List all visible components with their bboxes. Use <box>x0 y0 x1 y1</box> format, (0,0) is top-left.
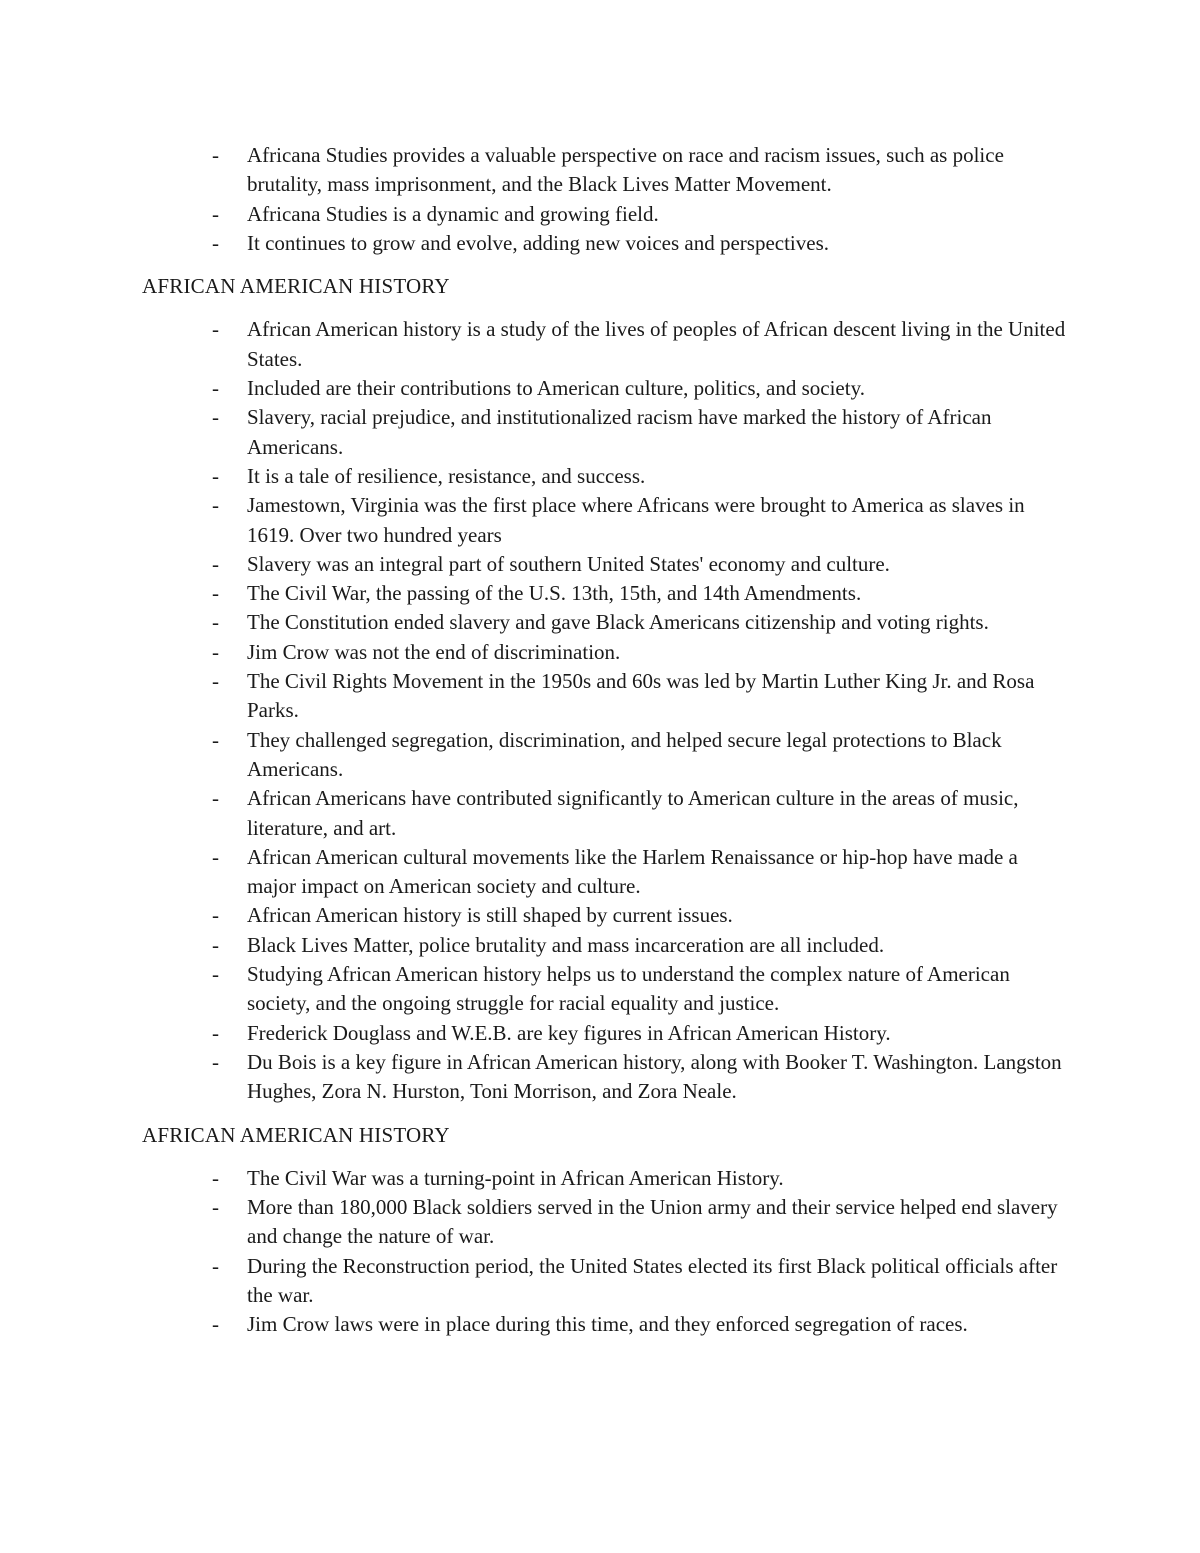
list-item-text: African American cultural movements like the Harlem Renaissance or hip-hop have made a major impact on American society and culture. <box>247 844 1018 899</box>
list-item <box>142 1164 1072 1193</box>
bullet-dash: - <box>212 376 219 401</box>
bullet-dash: - <box>212 143 219 167</box>
list-item-text: It is a tale of resilience, resistance, and success. <box>247 463 646 488</box>
list-item-text: African Americans have contributed significantly to American culture in the areas of music, literature, and art. <box>247 786 1019 840</box>
bullet-dash: - <box>212 405 219 430</box>
bullet-dash: - <box>212 1165 219 1190</box>
list-item-text: The Civil Rights Movement in the 1950s and 60s was led by Martin Luther King Jr. and Rosa Parks. <box>247 669 1035 723</box>
list-item <box>142 1310 1072 1339</box>
bullet-dash: - <box>212 932 219 957</box>
list-item <box>142 1252 1072 1311</box>
section-heading: AFRICAN AMERICAN HISTORY <box>142 274 450 299</box>
section-1-bullet-list <box>142 315 1072 1106</box>
list-item <box>142 200 1072 229</box>
list-item-text: Africana Studies provides a valuable perspective on race and racism issues, such as police brutality, mass imprisonment, and the Black Lives Matter Movement. <box>247 143 1004 197</box>
list-item-text: Black Lives Matter, police brutality and mass incarceration are all included. <box>247 932 885 957</box>
list-item-text: Included are their contributions to American culture, politics, and society. <box>247 376 865 401</box>
bullet-dash: - <box>212 201 219 226</box>
list-item <box>142 931 1072 960</box>
list-item-text: More than 180,000 Black soldiers served in the Union army and their service helped end slavery and change the nature of war. <box>247 1195 1058 1249</box>
list-item-text: African American history is a study of the lives of peoples of African descent living in the United States. <box>247 317 1066 371</box>
list-item <box>142 1193 1072 1252</box>
bullet-dash: - <box>212 317 219 342</box>
bullet-dash: - <box>212 581 219 606</box>
list-item <box>142 608 1072 637</box>
intro-bullet-list <box>142 141 1072 258</box>
list-item-text: Jim Crow was not the end of discrimination. <box>247 639 621 664</box>
section-heading: AFRICAN AMERICAN HISTORY <box>142 1122 450 1147</box>
list-item <box>142 960 1072 1019</box>
list-item <box>142 638 1072 667</box>
list-item-text: Jim Crow laws were in place during this time, and they enforced segregation of races. <box>247 1312 968 1337</box>
bullet-dash: - <box>212 493 219 518</box>
bullet-dash: - <box>212 1253 219 1278</box>
bullet-dash: - <box>212 786 219 811</box>
bullet-dash: - <box>212 844 219 869</box>
list-item-text: Frederick Douglass and W.E.B. are key figures in African American History. <box>247 1020 891 1045</box>
bullet-dash: - <box>212 962 219 987</box>
list-item <box>142 784 1072 843</box>
bullet-dash: - <box>212 610 219 635</box>
list-item-text: The Constitution ended slavery and gave Black Americans citizenship and voting rights. <box>247 610 989 635</box>
list-item-text: The Civil War was a turning-point in African American History. <box>247 1165 784 1190</box>
list-item <box>142 667 1072 726</box>
list-item <box>142 579 1072 608</box>
document-body <box>142 141 1072 1340</box>
bullet-dash: - <box>212 230 219 255</box>
bullet-dash: - <box>212 1020 219 1045</box>
list-item-text: They challenged segregation, discrimination, and helped secure legal protections to Black Americans. <box>247 727 1002 781</box>
bullet-dash: - <box>212 1049 219 1074</box>
list-item-text: It continues to grow and evolve, adding new voices and perspectives. <box>247 230 830 255</box>
list-item-text: During the Reconstruction period, the United States elected its first Black political officials after the war. <box>247 1253 1058 1307</box>
list-item-text: Jamestown, Virginia was the first place where Africans were brought to America as slaves in 1619. Over two hundred years <box>247 493 1025 547</box>
list-item-text: Slavery was an integral part of southern United States' economy and culture. <box>247 551 890 576</box>
list-item-text: Slavery, racial prejudice, and institutionalized racism have marked the history of African Americans. <box>247 405 992 459</box>
list-item <box>142 843 1072 902</box>
list-item <box>142 901 1072 930</box>
list-item <box>142 462 1072 491</box>
list-item <box>142 403 1072 462</box>
bullet-dash: - <box>212 669 219 694</box>
bullet-dash: - <box>212 903 219 928</box>
section-2-bullet-list <box>142 1164 1072 1340</box>
list-item <box>142 1019 1072 1048</box>
bullet-dash: - <box>212 551 219 576</box>
list-item <box>142 315 1072 374</box>
list-item <box>142 550 1072 579</box>
list-item <box>142 141 1072 200</box>
list-item-text: Africana Studies is a dynamic and growing field. <box>247 201 659 226</box>
bullet-dash: - <box>212 463 219 488</box>
list-item-text: Studying African American history helps us to understand the complex nature of American society, and the ongoing struggle for racial equality and justice. <box>247 962 1010 1016</box>
list-item <box>142 1048 1072 1107</box>
list-item-text: African American history is still shaped by current issues. <box>247 903 733 928</box>
list-item <box>142 491 1072 550</box>
list-item <box>142 726 1072 785</box>
list-item <box>142 229 1072 258</box>
list-item <box>142 374 1072 403</box>
list-item-text: The Civil War, the passing of the U.S. 13th, 15th, and 14th Amendments. <box>247 581 862 606</box>
bullet-dash: - <box>212 727 219 752</box>
bullet-dash: - <box>212 639 219 664</box>
bullet-dash: - <box>212 1195 219 1220</box>
bullet-dash: - <box>212 1312 219 1337</box>
list-item-text: Du Bois is a key figure in African American history, along with Booker T. Washington. Langston Hughes, Zora N. Hurston, Toni Morrison, and Zora Neale. <box>247 1049 1062 1104</box>
